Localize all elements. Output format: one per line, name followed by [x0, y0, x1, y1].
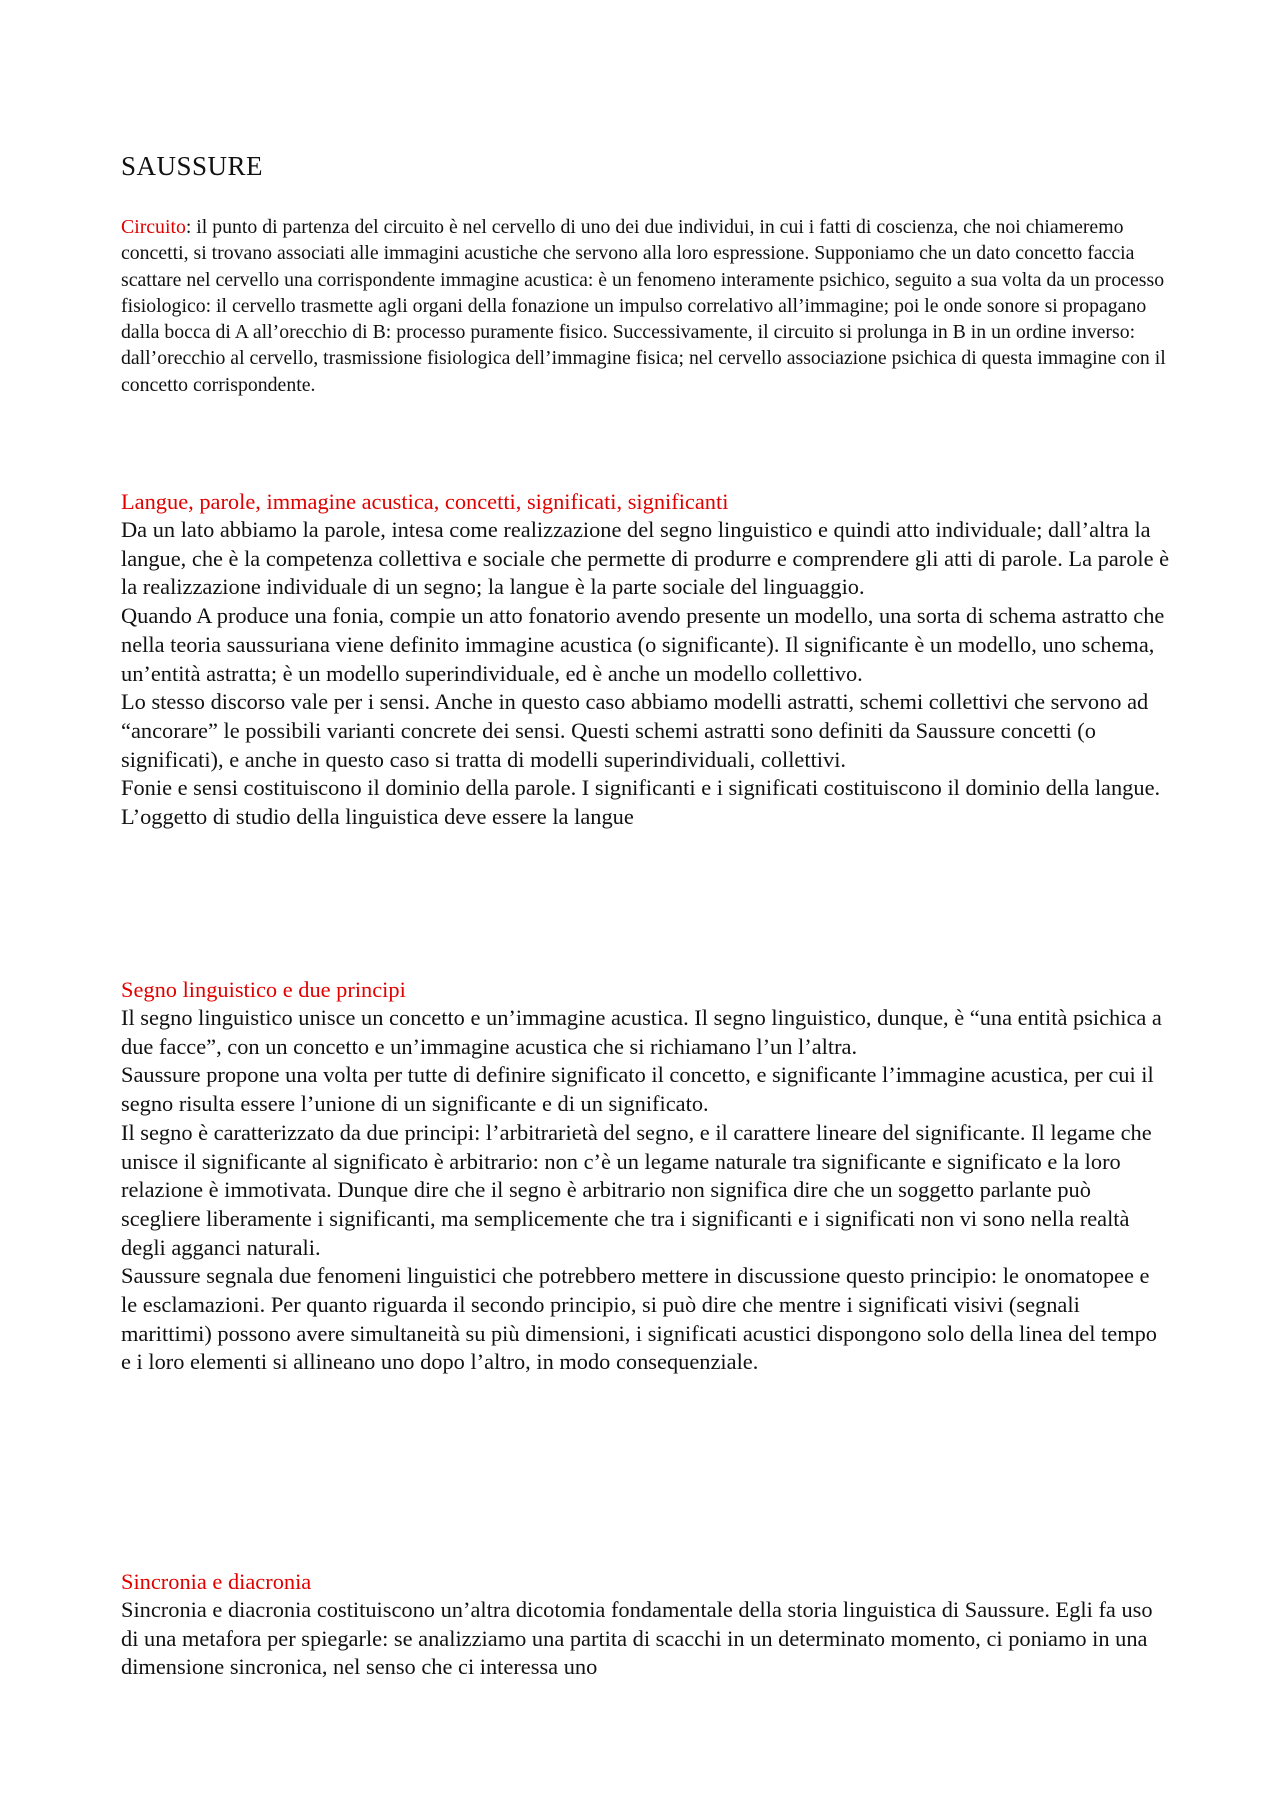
paragraph: Lo stesso discorso vale per i sensi. Anche in questo caso abbiamo modelli astratti, schemi collettivi che servono ad “ancorare” le possibili varianti concrete dei sensi. Questi schemi astratti sono definiti da Saussure concetti (o significati), e anche in questo caso si tratta di modelli superindividuali, collettivi.: [121, 689, 1149, 772]
paragraph: Sincronia e diacronia costituiscono un’altra dicotomia fondamentale della storia linguistica di Saussure. Egli fa uso di una metafora per spiegarle: se analizziamo una partita di scacchi in un determinato momento, ci poniamo in una dimensione sincronica, nel senso che ci interessa uno: [121, 1597, 1153, 1680]
page-title: SAUSSURE: [121, 151, 264, 181]
section-heading: Langue, parole, immagine acustica, concetti, significati, significanti: [121, 489, 729, 514]
section-segno-linguistico: [121, 976, 1171, 1377]
paragraph: Il segno linguistico unisce un concetto e un’immagine acustica. Il segno linguistico, dunque, è “una entità psichica a due facce”, con un concetto e un’immagine acustica che si richiamano l’un l’altra.: [121, 1005, 1162, 1059]
paragraph: Saussure segnala due fenomeni linguistici che potrebbero mettere in discussione questo principio: le onomatopee e le esclamazioni. Per quanto riguarda il secondo principio, si può dire che mentre i significati visivi (segnali marittimi) possono avere simultaneità su più dimensioni, i significati acustici dispongono solo della linea del tempo e i loro elementi si allineano uno dopo l’altro, in modo consequenziale.: [121, 1263, 1158, 1375]
paragraph: Il segno è caratterizzato da due principi: l’arbitrarietà del segno, e il carattere lineare del significante. Il legame che unisce il significante al significato è arbitrario: non c’è un legame naturale tra significante e significato e la loro relazione è immotivata. Dunque dire che il segno è arbitrario non significa dire che un soggetto parlante può scegliere liberamente i significanti, ma semplicemente che tra i significanti e i significati non vi sono nella realtà degli agganci naturali.: [121, 1119, 1152, 1260]
circuito-label: Circuito: [121, 216, 186, 238]
section-body: [121, 516, 1171, 832]
paragraph: Quando A produce una fonia, compie un atto fonatorio avendo presente un modello, una sorta di schema astratto che nella teoria saussuriana viene definito immagine acustica (o significante). Il significante è un modello, uno schema, un’entità astratta; è un modello superindividuale, ed è anche un modello collettivo.: [121, 603, 1165, 686]
paragraph: Saussure propone una volta per tutte di definire significato il concetto, e significante l’immagine acustica, per cui il segno risulta essere l’unione di un significante e di un significato.: [121, 1062, 1154, 1117]
section-heading: Sincronia e diacronia: [121, 1569, 312, 1594]
circuito-paragraph: [121, 214, 1171, 398]
section-heading: Segno linguistico e due principi: [121, 977, 406, 1002]
section-sincronia-diacronia: [121, 1568, 1171, 1682]
circuito-text: : il punto di partenza del circuito è nel cervello di uno dei due individui, in cui i fatti di coscienza, che noi chiameremo concetti, si trovano associati alle immagini acustiche che servono alla loro espressione. Supponiamo che un dato concetto faccia scattare nel cervello una corrispondente immagine acustica: è un fenomeno interamente psichico, seguito a sua volta da un processo fisiologico: il cervello trasmette agli organi della fonazione un impulso correlativo all’immagine; poi le onde sonore si propagano dalla bocca di A all’orecchio di B: processo puramente fisico. Successivamente, il circuito si prolunga in B in un ordine inverso: dall’orecchio al cervello, trasmissione fisiologica dell’immagine fisica; nel cervello associazione psichica di questa immagine con il concetto corrispondente.: [121, 216, 1166, 396]
paragraph: Fonie e sensi costituiscono il dominio della parole. I significanti e i significati costituiscono il dominio della langue. L’oggetto di studio della linguistica deve essere la langue: [121, 775, 1161, 830]
section-body: [121, 1004, 1171, 1377]
section-body: [121, 1596, 1171, 1682]
paragraph: Da un lato abbiamo la parole, intesa come realizzazione del segno linguistico e quindi atto individuale; dall’altra la langue, che è la competenza collettiva e sociale che permette di produrre e comprendere gli atti di parole. La parole è la realizzazione individuale di un segno; la langue è la parte sociale del linguaggio.: [121, 517, 1170, 600]
section-langue-parole: [121, 488, 1171, 832]
document-page: [121, 150, 1171, 1680]
